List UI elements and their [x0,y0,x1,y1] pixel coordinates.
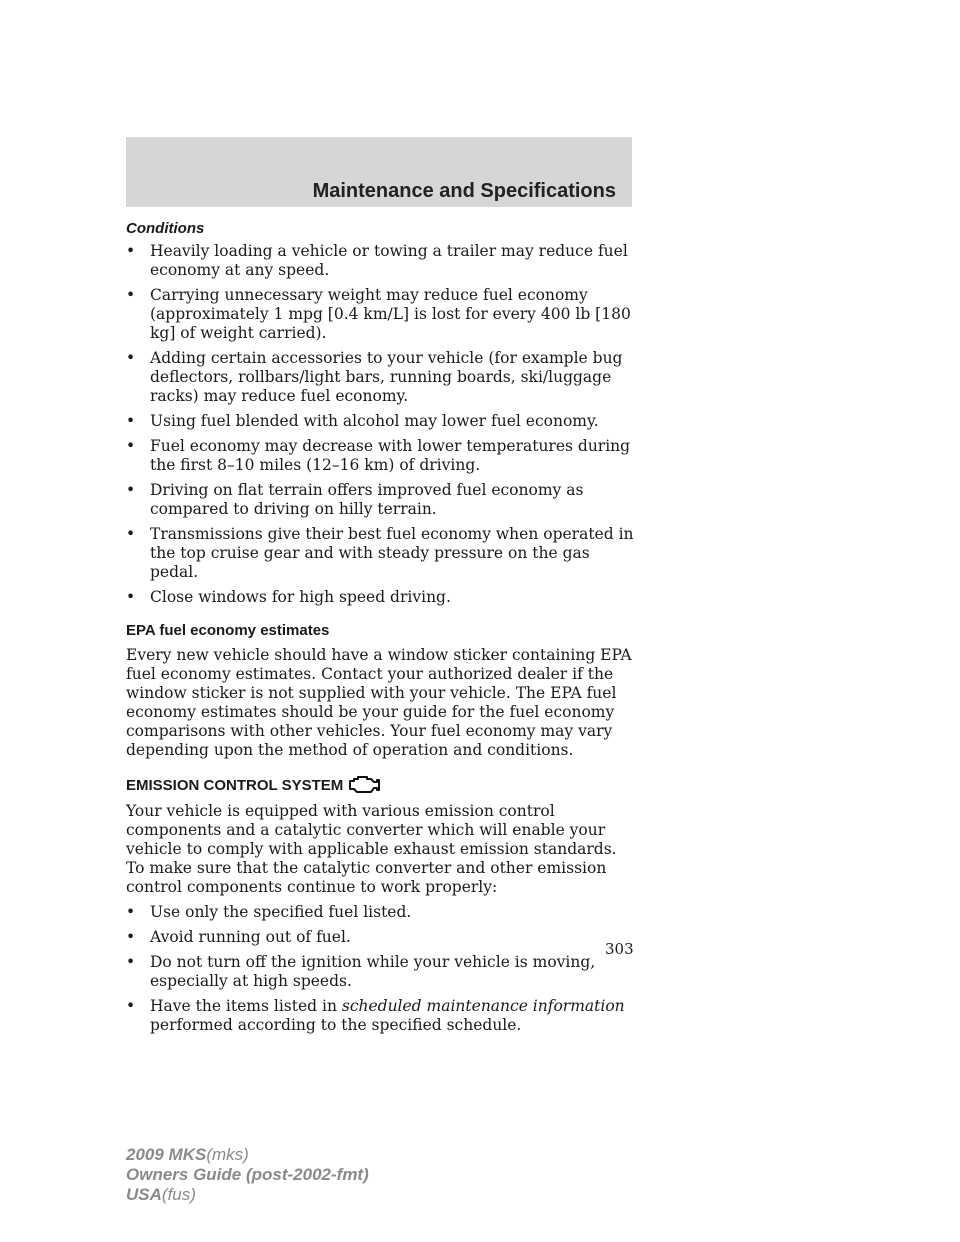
engine-icon [347,774,381,796]
emission-paragraph: Your vehicle is equipped with various emission control components and a catalytic converter which will enable your vehicle to comply with applicable exhaust emission standards. To make sure that the catalytic converter and other emission control components continue to work properly: [126,802,617,896]
list-item: • Avoid running out of fuel. [126,928,351,946]
footer [126,1145,369,1205]
bullet-icon: • [126,286,136,304]
bullet-icon: • [126,242,136,260]
list-item: • Use only the specified fuel listed. [126,903,412,921]
bullet-icon: • [126,349,136,367]
bullet-icon: • [126,953,136,971]
list-item: • Fuel economy may decrease with lower temperatures during the first 8–10 miles (12–16 km) of driving. [126,437,631,474]
bullet-icon: • [126,997,136,1015]
conditions-list [126,242,638,607]
epa-heading: EPA fuel economy estimates [126,622,330,639]
bullet-icon: • [126,903,136,921]
bullet-icon: • [126,588,136,606]
epa-paragraph: Every new vehicle should have a window sticker containing EPA fuel economy estimates. Contact your authorized dealer if the window sticker is not supplied with your vehicle. The EPA fuel economy estimates should be your guide for the fuel economy comparisons with other vehicles. Your fuel economy may vary depending upon the method of operation and conditions. [126,646,632,759]
emission-heading [126,774,638,796]
page-number: 303 [605,940,634,958]
list-item: • Have the items listed in scheduled maintenance information performed according to the specified schedule. [126,997,625,1034]
list-item: • Heavily loading a vehicle or towing a trailer may reduce fuel economy at any speed. [126,242,628,279]
bullet-icon: • [126,437,136,455]
list-item: • Carrying unnecessary weight may reduce fuel economy (approximately 1 mpg [0.4 km/L] is lost for every 400 lb [180 kg] of weight carried). [126,286,631,342]
list-item: • Close windows for high speed driving. [126,588,451,606]
bullet-icon: • [126,412,136,430]
list-item: • Transmissions give their best fuel economy when operated in the top cruise gear and with steady pressure on the gas pedal. [126,525,634,581]
list-item: • Adding certain accessories to your vehicle (for example bug deflectors, rollbars/light bars, running boards, ski/luggage racks) may reduce fuel economy. [126,349,623,405]
page-content [126,219,638,1041]
emission-heading-text: EMISSION CONTROL SYSTEM [126,776,344,794]
emission-list [126,903,638,1035]
bullet-icon: • [126,481,136,499]
maintenance-reference: scheduled maintenance information [341,997,625,1015]
conditions-heading: Conditions [126,220,205,237]
section-title: Maintenance and Specifications [312,180,616,202]
footer-line-2: Owners Guide (post-2002-fmt) [126,1165,369,1184]
footer-line-1: 2009 MKS(mks) [126,1145,249,1164]
list-item: • Driving on flat terrain offers improved fuel economy as compared to driving on hilly terrain. [126,481,584,518]
list-item: • Do not turn off the ignition while your vehicle is moving, especially at high speeds. [126,953,596,990]
bullet-icon: • [126,928,136,946]
footer-line-3: USA(fus) [126,1185,196,1204]
header-band [126,137,632,207]
list-item: • Using fuel blended with alcohol may lower fuel economy. [126,412,599,430]
bullet-icon: • [126,525,136,543]
